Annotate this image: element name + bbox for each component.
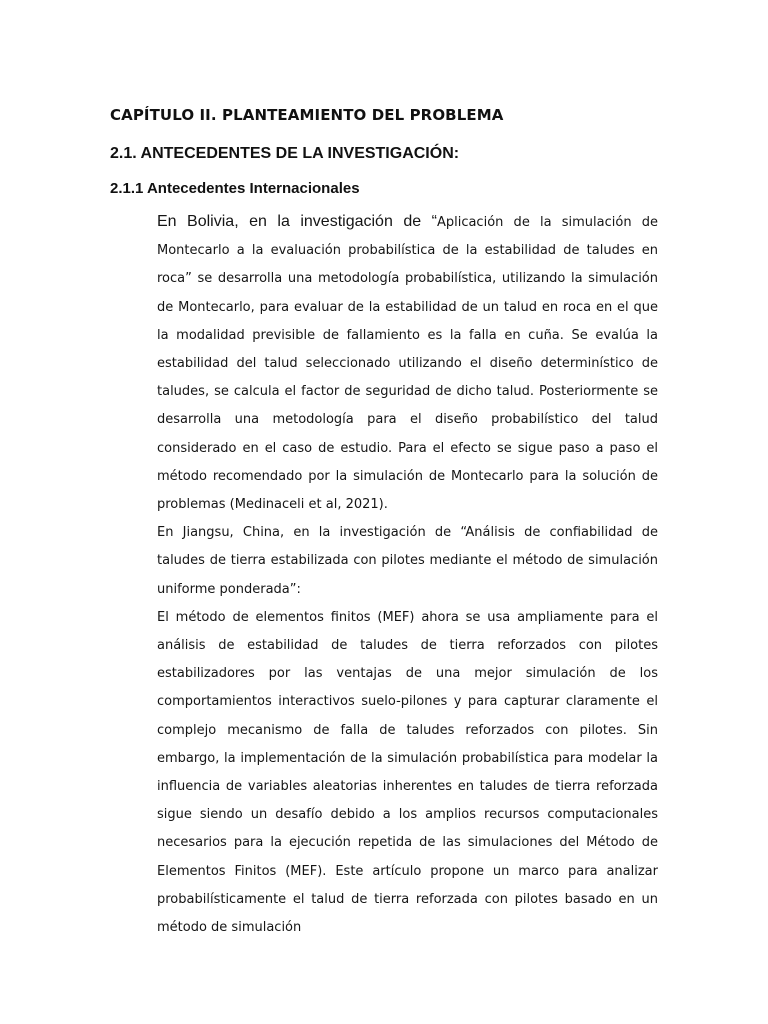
paragraph-jiangsu: En Jiangsu, China, en la investigación de “Análisis de confiabilidad de taludes de tierra estabilizada con pilotes mediante el método de simulación uniforme ponderada”:: [157, 525, 658, 597]
paragraph-bolivia: [157, 208, 658, 519]
paragraph-lead: En Bolivia, en la investigación de “: [157, 213, 437, 230]
paragraph-body: Aplicación de la simulación de Montecarlo a la evaluación probabilística de la estabilidad de taludes en roca” se desarrolla una metodología probabilística, utilizando la simulación de Montecarlo, para evaluar de la estabilidad de un talud en roca en el que la modalidad previsible de fallamiento es la falla en cuña. Se evalúa la estabilidad del talud seleccionado utilizando el diseño determinístico de taludes, se calcula el factor de seguridad de dicho talud. Posteriormente se desarrolla una metodología para el diseño probabilístico del talud considerado en el caso de estudio. Para el efecto se sigue paso a paso el método recomendado por la simulación de Montecarlo para la solución de problemas (Medinaceli et al, 2021).: [157, 215, 658, 513]
paragraph-mef: El método de elementos finitos (MEF) ahora se usa ampliamente para el análisis de estabilidad de taludes de tierra reforzados con pilotes estabilizadores por las ventajas de una mejor simulación de los comportamientos interactivos suelo-pilones y para capturar claramente el complejo mecanismo de falla de taludes reforzados con pilotes. Sin embargo, la implementación de la simulación probabilística para modelar la influencia de variables aleatorias inherentes en taludes de tierra reforzada sigue siendo un desafío debido a los amplios recursos computacionales necesarios para la ejecución repetida de las simulaciones del Método de Elementos Finitos (MEF). Este artículo propone un marco para analizar probabilísticamente el talud de tierra reforzada con pilotes basado en un método de simulación: [157, 609, 658, 936]
body-text: [157, 208, 658, 942]
section-title: 2.1. ANTECEDENTES DE LA INVESTIGACIÓN:: [110, 145, 460, 162]
subsection-title: 2.1.1 Antecedentes Internacionales: [110, 180, 360, 197]
chapter-title: CAPÍTULO II. PLANTEAMIENTO DEL PROBLEMA: [110, 106, 504, 124]
